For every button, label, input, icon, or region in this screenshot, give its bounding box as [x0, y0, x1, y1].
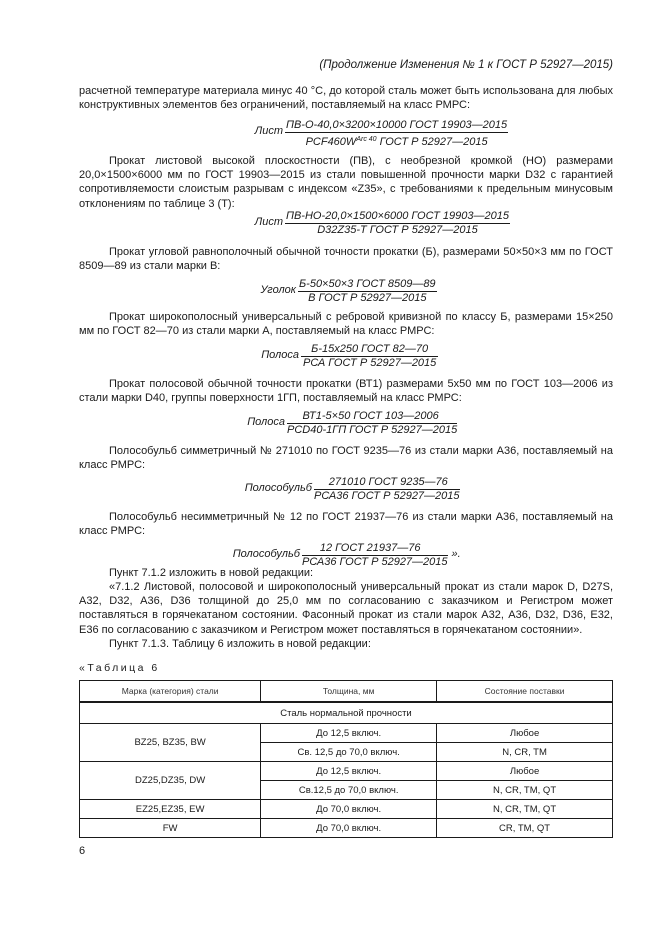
formula-sheet-1: [254, 119, 508, 149]
formula-numerator: 12 ГОСТ 21937—76: [302, 542, 448, 556]
table-section-row: [80, 702, 613, 724]
formula-strip-2: [247, 410, 458, 437]
formula-angle: [260, 278, 437, 305]
state-cell: Любое: [437, 762, 613, 781]
thickness-cell: До 12,5 включ.: [261, 724, 437, 743]
thickness-cell: Св.12,5 до 70,0 включ.: [261, 781, 437, 800]
formula-denominator: В ГОСТ Р 52927—2015: [308, 292, 427, 304]
section-label: Сталь нормальной прочности: [80, 702, 613, 724]
paragraph: Прокат широкополосный универсальный с ребровой кривизной по классу Б, размерами 15×250 мм по ГОСТ 82—70 из стали марки А, поставляемый на класс РМРС:: [79, 311, 613, 338]
paragraph: Полособульб симметричный № 271010 по ГОСТ 9235—76 из стали марки А36, поставляемый на класс РМРС:: [79, 445, 613, 472]
paragraph: Прокат угловой равнополочный обычной точности прокатки (Б), размерами 50×50×3 мм по ГОСТ 8509—89 из стали марки В:: [79, 246, 613, 273]
table-header-row: [80, 681, 613, 703]
paragraph: расчетной температуре материала минус 40 °С, до которой сталь может быть использована для любых конструктивных элементов без ограничений, поставляемый на класс РМРС:: [79, 85, 613, 112]
table-row: [80, 800, 613, 819]
thickness-cell: До 12,5 включ.: [261, 762, 437, 781]
formula-bulb-1: [244, 476, 460, 503]
column-header: Толщина, мм: [261, 681, 437, 703]
formula-lead: Полоса: [247, 416, 285, 428]
table-row: [80, 762, 613, 781]
state-cell: Любое: [437, 724, 613, 743]
table-row: [80, 819, 613, 838]
paragraph: Прокат листовой высокой плоскостности (ПВ), с необрезной кромкой (НО) размерами 20,0×1500×6000 мм по ГОСТ 19903—2015 из стали повышенной прочности марки D32 с гарантией сопротивляемости слоистым разрывам с индексом «Z35», с требованиями к предельным минусовым отклонениям по таблице 3 (Т):: [79, 155, 613, 210]
grade-cell: BZ25, BZ35, BW: [80, 724, 261, 762]
column-header: Марка (категория) стали: [80, 681, 261, 703]
formula-numerator: ПВ-НО-20,0×1500×6000 ГОСТ 19903—2015: [286, 210, 509, 222]
formula-strip-1: [261, 343, 438, 370]
formula-numerator: ПВ-О-40,0×3200×10000 ГОСТ 19903—2015: [286, 119, 508, 131]
grade-cell: FW: [80, 819, 261, 838]
formula-denominator: D32Z35-T ГОСТ Р 52927—2015: [317, 224, 478, 236]
formula-lead: Лист: [254, 125, 283, 137]
formula-numerator: Б-15x250 ГОСТ 82—70: [302, 343, 438, 355]
page-number: 6: [79, 845, 86, 857]
formula-denominator: РСА ГОСТ Р 52927—2015: [303, 357, 437, 369]
thickness-cell: Св. 12,5 до 70,0 включ.: [261, 743, 437, 762]
state-cell: N, CR, TM, QT: [437, 781, 613, 800]
formula-sheet-2: [254, 210, 510, 237]
formula-denominator: PCD40-1ГП ГОСТ Р 52927—2015: [287, 424, 458, 436]
grade-cell: DZ25,DZ35, DW: [80, 762, 261, 800]
formula-lead: Уголок: [260, 284, 296, 296]
formula-numerator: ВТ1-5×50 ГОСТ 103—2006: [287, 410, 457, 424]
paragraph: Полособульб несимметричный № 12 по ГОСТ 21937—76 из стали марки А36, поставляемый на класс РМРС:: [79, 511, 613, 538]
grade-cell: EZ25,EZ35, EW: [80, 800, 261, 819]
formula-denominator: РСА36 ГОСТ Р 52927—2015: [314, 490, 460, 502]
page-header: (Продолжение Изменения № 1 к ГОСТ Р 52927—2015): [319, 59, 613, 71]
paragraph: Прокат полосовой обычной точности прокатки (ВТ1) размерами 5х50 мм по ГОСТ 103—2006 из стали марки D40, группы поверхности 1ГП, поставляемый на класс РМРС:: [79, 378, 613, 405]
thickness-cell: До 70,0 включ.: [261, 819, 437, 838]
paragraph: «7.1.2 Листовой, полосовой и широкополосный универсальный прокат из стали марок D, D27S, А32, D32, А36, D36 толщиной до 25,0 мм по согласованию с заказчиком и Регистром может поставляться в горячекатаном состоянии. Фасонный прокат из стали марок А32, А36, D32, D36, Е32, Е36 по согласованию с заказчиком и Регистром может поставляться в горячекатаном состоянии».: [79, 581, 613, 636]
table-caption: «Таблица 6: [79, 662, 160, 674]
table-6: [79, 680, 613, 838]
column-header: Состояние поставки: [437, 681, 613, 703]
formula-lead: Полособульб: [232, 548, 300, 560]
state-cell: N, CR, TM, QT: [437, 800, 613, 819]
formula-numerator: 271010 ГОСТ 9235—76: [314, 476, 460, 490]
formula-denominator: РСА36 ГОСТ Р 52927—2015: [302, 556, 448, 568]
formula-numerator: Б-50×50×3 ГОСТ 8509—89: [299, 278, 436, 290]
state-cell: N, CR, TM: [437, 743, 613, 762]
state-cell: CR, TM, QT: [437, 819, 613, 838]
formula-tail: ».: [451, 548, 461, 560]
formula-bulb-2: [232, 542, 461, 569]
paragraph: Пункт 7.1.3. Таблицу 6 изложить в новой редакции:: [109, 638, 371, 650]
thickness-cell: До 70,0 включ.: [261, 800, 437, 819]
formula-lead: Лист: [254, 216, 283, 228]
table-row: [80, 724, 613, 743]
formula-lead: Полособульб: [244, 482, 312, 494]
formula-lead: Полоса: [261, 349, 299, 361]
paragraph: Пункт 7.1.2 изложить в новой редакции:: [109, 567, 314, 579]
formula-denominator: $РСF460W^{Arc 40}$ ГОСТ Р 52927—2015: [305, 136, 488, 148]
